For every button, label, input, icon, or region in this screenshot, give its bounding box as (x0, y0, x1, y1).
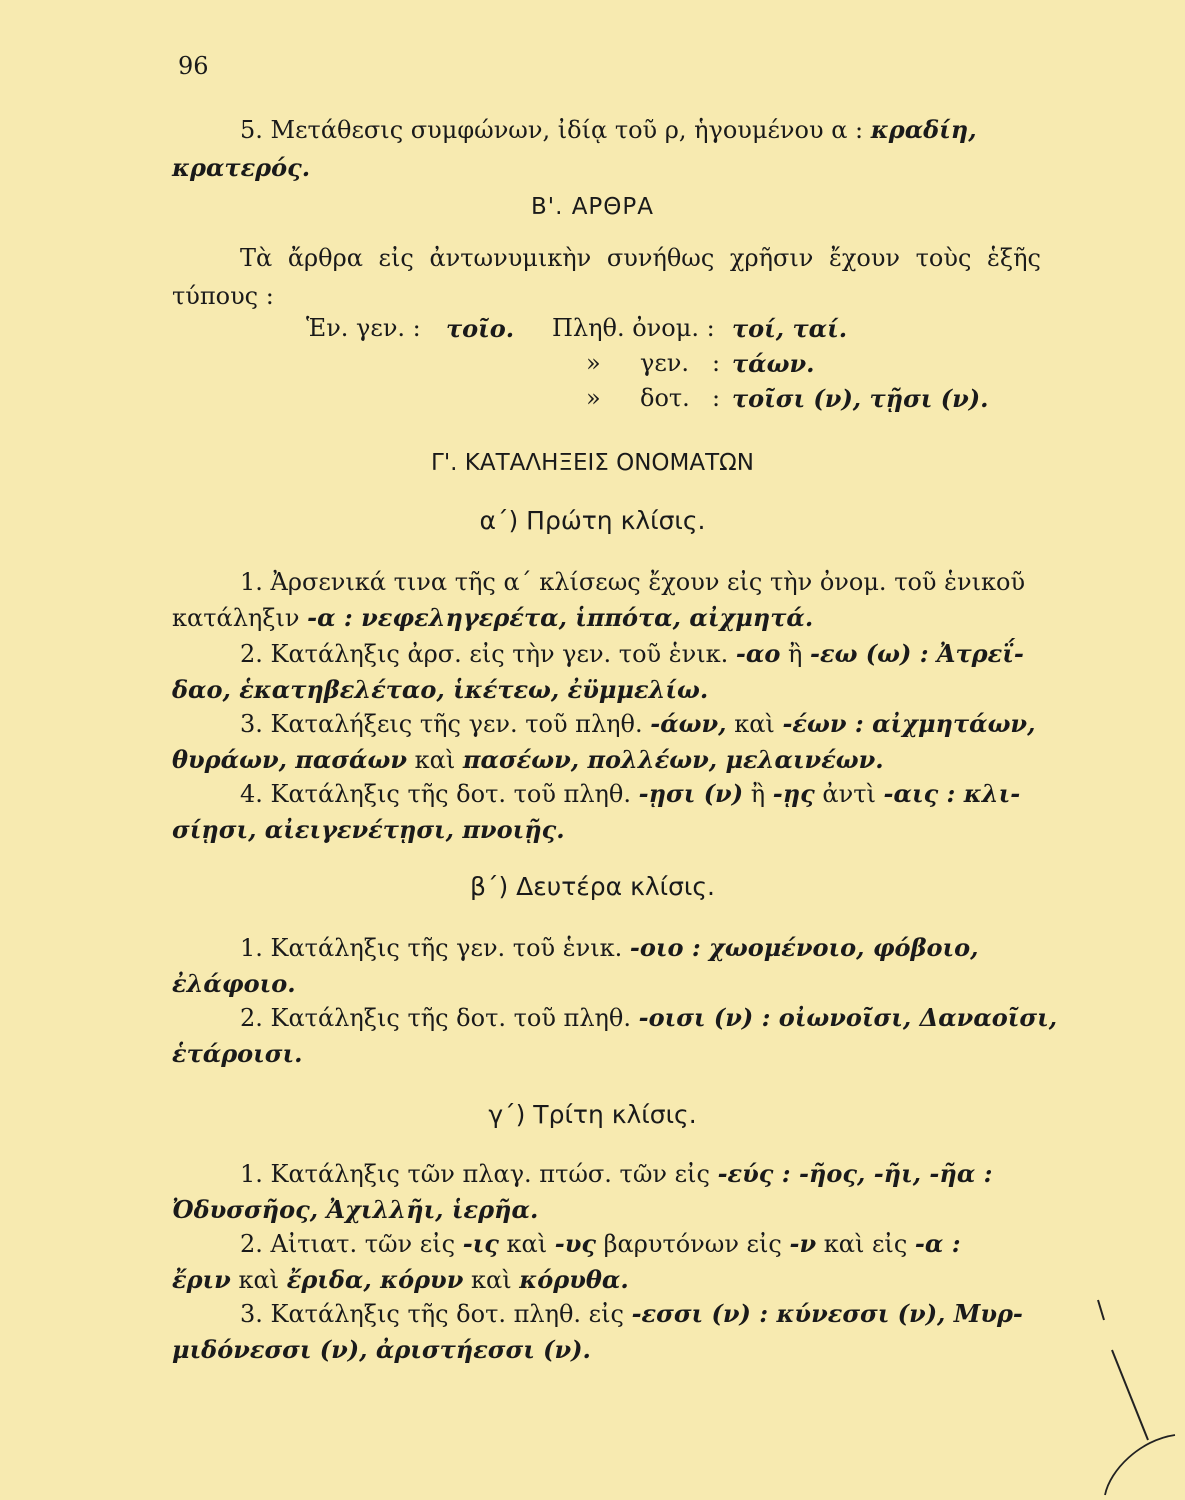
margin-pen-marks (1080, 1290, 1180, 1500)
first-item-4-line-2: σίῃσι, αἰειγενέτῃσι, πνοιῇς. (172, 815, 565, 844)
third-item-2-line-2: ἔριν καὶ ἔριδα, κόρυν καὶ κόρυθα. (172, 1265, 629, 1294)
book-page: 96 5. Μετάθεσις συμφώνων, ἰδίᾳ τοῦ ρ, ἡγουμένου α : κραδίη, κρατερός. Β'. ΑΡΘΡΑ Τὰ ἄρθρα εἰς ἀντωνυμικὴν συνήθως χρῆσιν ἔχουν τοὺς ἑξῆς τύπους : Ἑν. γεν. : τοῖο. Πληθ. ὀνομ. : τοί, ταί. » γεν. : τάων. » δοτ. : τοῖσι (ν), τῇσι (ν). Γ'. ΚΑΤΑΛΗΞΕΙΣ ΟΝΟΜΑΤΩΝ α΄) Πρώτη κλίσις. 1. Ἀρσενικά τινα τῆς α΄ κλίσεως ἔχουν εἰς τὴν ὀνομ. τοῦ ἑνικοῦ κατάληξιν -α : νεφεληγερέτα, ἱππότα, αἰχμητά. 2. Κατάληξις ἀρσ. εἰς τὴν γεν. τοῦ ἑνικ. -αο ἢ -εω (ω) : Ἀτρεΐ- δαο, ἑκατηβελέταο, ἱκέτεω, ἐϋμμελίω. 3. Καταλήξεις τῆς γεν. τοῦ πληθ. -άων, καὶ -έων : αἰχμητάων, θυράων, πασάων καὶ πασέων, πολλέων, μελαινέων. 4. Κατάληξις τῆς δοτ. τοῦ πληθ. -ῃσι (ν) ἢ -ῃς ἀντὶ -αις : κλι- σίῃσι, αἰειγενέτῃσι, πνοιῇς. β΄) Δευτέρα κλίσις. 1. Κατάληξις τῆς γεν. τοῦ ἑνικ. -οιο : χωομένοιο, φόβοιο, ἐλάφοιο. 2. Κατάληξις τῆς δοτ. τοῦ πληθ. -οισι (ν) : οἰωνοῖσι, Δαναοῖσι, ἑτάροισι. γ΄) Τρίτη κλίσις. 1. Κατάληξις τῶν πλαγ. πτώσ. τῶν εἰς -εύς : -ῆος, -ῆι, -ῆα : Ὀδυσσῆος, Ἀχιλλῆι, ἱερῆα. 2. Αἰτιατ. τῶν εἰς -ις καὶ -υς βαρυτόνων εἰς -ν καὶ εἰς -α : ἔριν καὶ ἔριδα, κόρυν καὶ κόρυθα. 3. Κατάληξις τῆς δοτ. πληθ. εἰς -εσσι (ν) : κύνεσσι (ν), Μυρ- μιδόνεσσι (ν), ἀριστήεσσι (ν). (0, 0, 1185, 1500)
page-number: 96 (178, 52, 209, 80)
third-item-3-line-2: μιδόνεσσι (ν), ἀριστήεσσι (ν). (172, 1335, 591, 1364)
paragraph-5-line-1: 5. Μετάθεσις συμφώνων, ἰδίᾳ τοῦ ρ, ἡγουμένου α : κραδίη, (240, 115, 977, 144)
pen-stroke-short (1098, 1300, 1104, 1320)
third-declension-title: γ΄) Τρίτη κλίσις. (488, 1100, 697, 1129)
section-b-intro-line-1: Τὰ ἄρθρα εἰς ἀντωνυμικὴν συνήθως χρῆσιν ἔχουν τοὺς ἑξῆς (240, 244, 1041, 272)
second-item-1-line-2: ἐλάφοιο. (172, 969, 296, 998)
first-item-2-line-1: 2. Κατάληξις ἀρσ. εἰς τὴν γεν. τοῦ ἑνικ. -αο ἢ -εω (ω) : Ἀτρεΐ- (240, 639, 1024, 668)
pen-stroke-diagonal (1112, 1350, 1148, 1440)
first-item-4-line-1: 4. Κατάληξις τῆς δοτ. τοῦ πληθ. -ῃσι (ν) ἢ -ῃς ἀντὶ -αις : κλι- (240, 779, 1021, 808)
first-item-1-line-1: 1. Ἀρσενικά τινα τῆς α΄ κλίσεως ἔχουν εἰς τὴν ὀνομ. τοῦ ἑνικοῦ (240, 568, 1026, 596)
first-declension-title: α΄) Πρώτη κλίσις. (479, 506, 706, 535)
paragraph-5-line-2: κρατερός. (172, 153, 311, 182)
third-item-1-line-1: 1. Κατάληξις τῶν πλαγ. πτώσ. τῶν εἰς -εύς : -ῆος, -ῆι, -ῆα : (240, 1159, 993, 1188)
third-item-3-line-1: 3. Κατάληξις τῆς δοτ. πληθ. εἰς -εσσι (ν) : κύνεσσι (ν), Μυρ- (240, 1299, 1023, 1328)
section-b-heading: Β'. ΑΡΘΡΑ (530, 194, 655, 220)
third-item-2-line-1: 2. Αἰτιατ. τῶν εἰς -ις καὶ -υς βαρυτόνων εἰς -ν καὶ εἰς -α : (240, 1229, 961, 1258)
first-item-1-line-2: κατάληξιν -α : νεφεληγερέτα, ἱππότα, αἰχμητά. (172, 603, 814, 632)
first-item-3-line-2: θυράων, πασάων καὶ πασέων, πολλέων, μελαινέων. (172, 745, 884, 774)
first-item-2-line-2: δαο, ἑκατηβελέταο, ἱκέτεω, ἐϋμμελίω. (172, 675, 709, 704)
second-item-2-line-1: 2. Κατάληξις τῆς δοτ. τοῦ πληθ. -οισι (ν) : οἰωνοῖσι, Δαναοῖσι, (240, 1003, 1058, 1032)
pen-stroke-curve (1105, 1435, 1175, 1495)
second-item-1-line-1: 1. Κατάληξις τῆς γεν. τοῦ ἑνικ. -οιο : χωομένοιο, φόβοιο, (240, 933, 979, 962)
section-c-heading: Γ'. ΚΑΤΑΛΗΞΕΙΣ ΟΝΟΜΑΤΩΝ (431, 450, 754, 476)
third-item-1-line-2: Ὀδυσσῆος, Ἀχιλλῆι, ἱερῆα. (172, 1195, 539, 1224)
first-item-3-line-1: 3. Καταλήξεις τῆς γεν. τοῦ πληθ. -άων, καὶ -έων : αἰχμητάων, (240, 709, 1036, 738)
section-b-intro-line-2: τύπους : (172, 282, 274, 310)
second-declension-title: β΄) Δευτέρα κλίσις. (469, 872, 715, 901)
second-item-2-line-2: ἑτάροισι. (172, 1039, 303, 1068)
